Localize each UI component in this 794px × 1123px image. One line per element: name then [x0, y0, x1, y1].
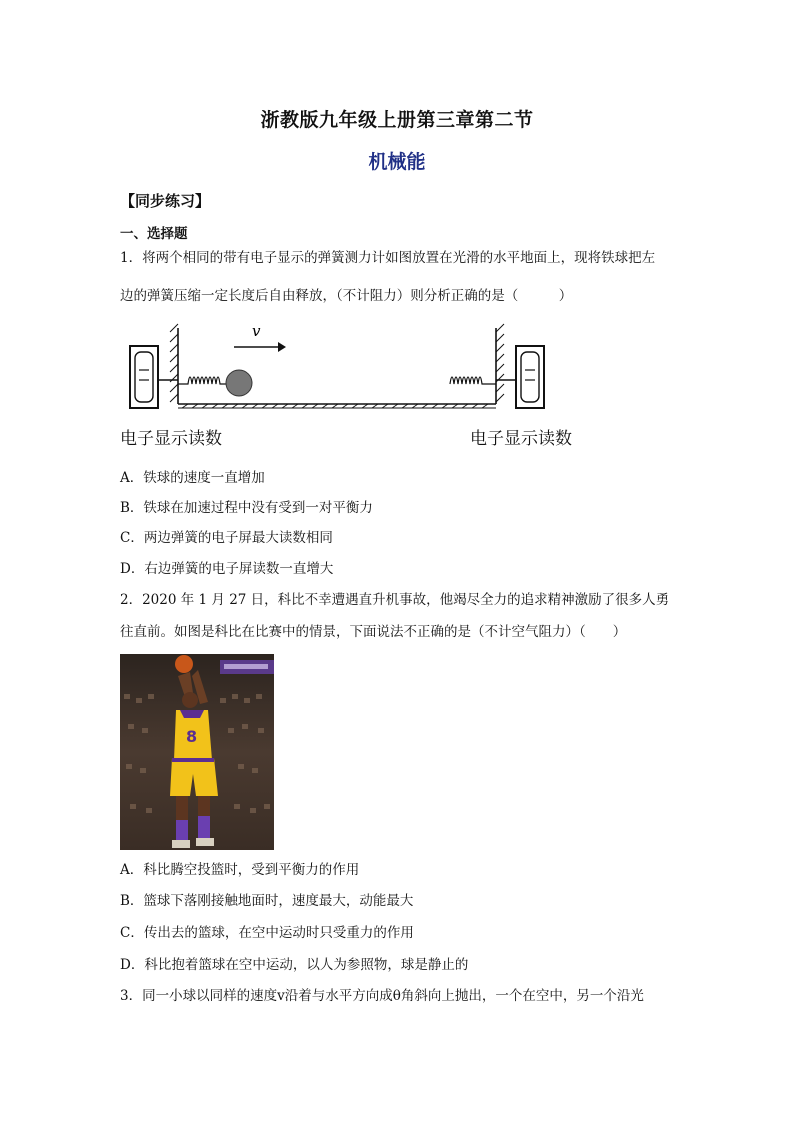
velocity-arrow: [234, 342, 286, 352]
left-spring: [178, 377, 226, 384]
q2-stem-line-2: 往直前。如图是科比在比赛中的情景，下面说法不正确的是（不计空气阻力）（ ）: [120, 624, 627, 640]
left-display-label: 电子显示读数: [120, 429, 222, 449]
right-spring: [450, 377, 496, 384]
iron-ball: [226, 370, 252, 396]
q2-option-a: A．科比腾空投篮时，受到平衡力的作用: [120, 862, 360, 878]
q1-option-a: A．铁球的速度一直增加: [120, 470, 265, 486]
q3-stem-line-1: 3．同一小球以同样的速度v沿着与水平方向成θ角斜向上抛出，一个在空中，另一个沿光: [120, 988, 644, 1004]
document-title: 浙教版九年级上册第三章第二节: [260, 109, 534, 131]
right-display-label: 电子显示读数: [470, 429, 572, 449]
left-wall: [170, 324, 178, 404]
q2-option-b: B．篮球下落刚接触地面时，速度最大，动能最大: [120, 893, 414, 909]
document-subtitle: 机械能: [368, 151, 426, 173]
q2-option-d: D．科比抱着篮球在空中运动，以人为参照物，球是静止的: [120, 957, 469, 973]
floor: [178, 404, 496, 408]
q2-option-c: C．传出去的篮球，在空中运动时只受重力的作用: [120, 925, 414, 941]
basketball-player-photo: [120, 654, 274, 850]
velocity-symbol: v: [252, 322, 261, 340]
jersey-number: 8: [186, 727, 198, 746]
q1-option-c: C．两边弹簧的电子屏最大读数相同: [120, 530, 333, 546]
basketball: [175, 655, 193, 673]
q1-option-d: D．右边弹簧的电子屏读数一直增大: [120, 561, 334, 577]
q2-stem-line-1: 2．2020 年 1 月 27 日，科比不幸遭遇直升机事故，他竭尽全力的追求精神激励了很多人勇: [120, 592, 670, 608]
q1-stem-line-1: 1．将两个相同的带有电子显示的弹簧测力计如图放置在光滑的水平地面上，现将铁球把左: [120, 250, 656, 266]
left-electronic-display: [130, 346, 158, 408]
q1-stem-line-2: 边的弹簧压缩一定长度后自由释放，（不计阻力）则分析正确的是（ ）: [120, 288, 573, 304]
right-electronic-display: [516, 346, 544, 408]
subsection-heading: 一、选择题: [120, 226, 188, 242]
right-wall: [496, 324, 504, 404]
section-heading: 【同步练习】: [120, 192, 211, 210]
q1-option-b: B．铁球在加速过程中没有受到一对平衡力: [120, 500, 373, 516]
